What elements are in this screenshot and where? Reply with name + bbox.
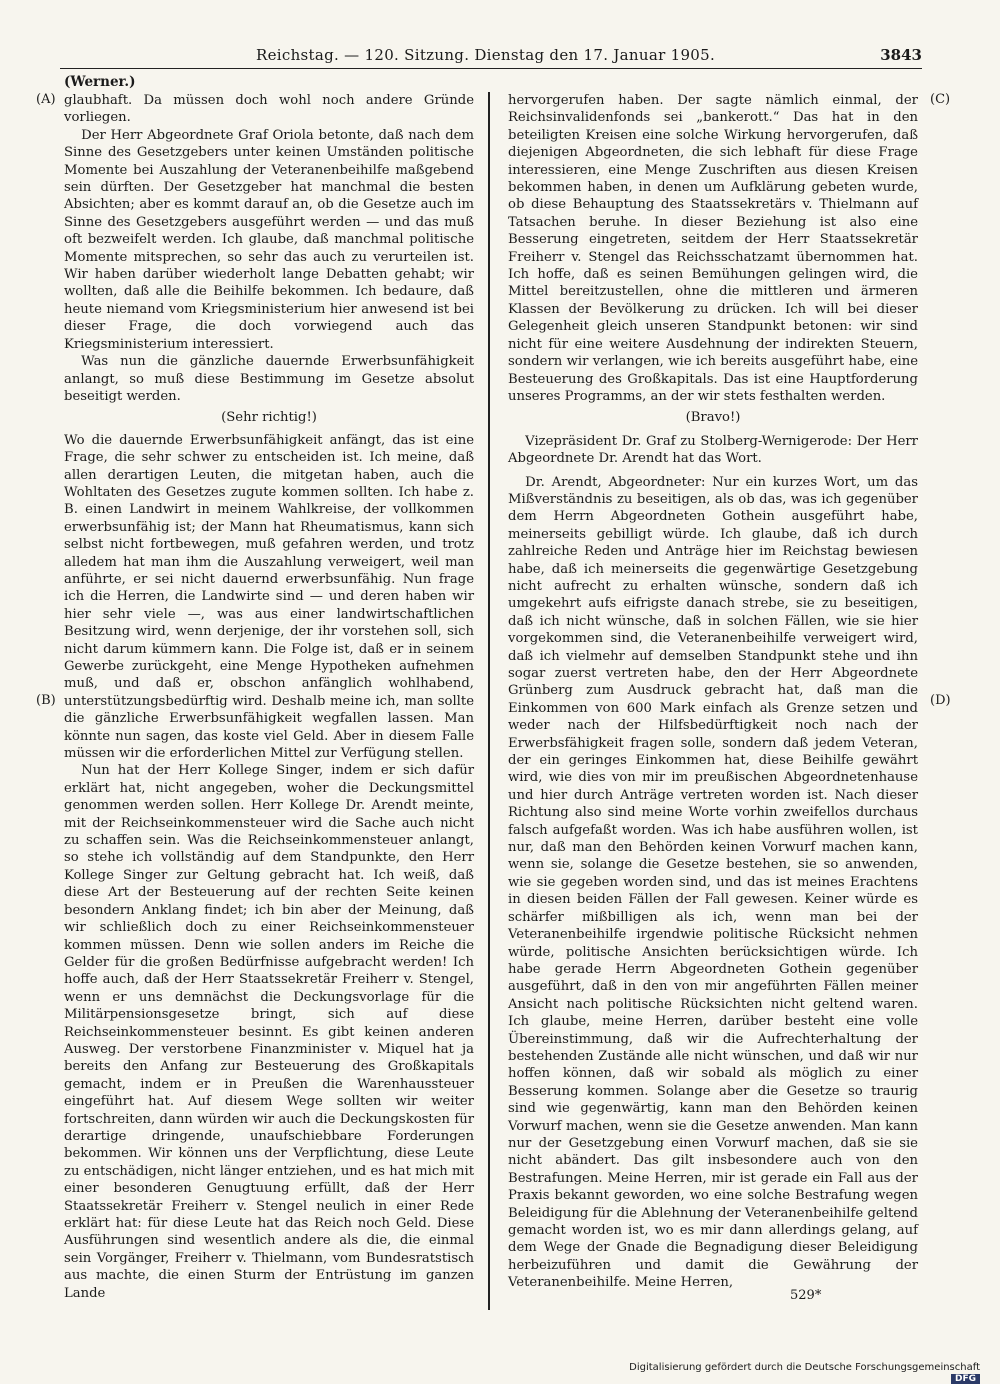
margin-mark-c: (C) — [930, 92, 951, 107]
dfg-logo-icon: DFG — [951, 1374, 980, 1384]
running-title: Reichstag. — 120. Sitzung. Dienstag den 17. Januar 1905. — [256, 46, 716, 64]
paragraph: Vizepräsident Dr. Graf zu Stolberg-Wernigerode: Der Herr Abgeordnete Dr. Arendt hat das Wort. — [508, 433, 918, 467]
paragraph: glaubhaft. Da müssen doch wohl noch andere Gründe vorliegen. — [64, 93, 474, 126]
paragraph: Dr. Arendt, Abgeordneter: Nur ein kurzes Wort, um das Mißverständnis zu beseitigen, als ob das, was ich gegenüber dem Herrn Abgeordneten Gothein ausgeführt habe, meinerseits gebilligt würde. Ich glaube, daß ich durch zahlreiche Reden und Anträge hier im Reichstag bewiesen habe, daß ich meinerseits die gegenwärtige Gesetzgebung nicht aufrecht zu erhalten wünsche, sondern daß ich umgekehrt aufs eifrigste danach strebe, sie zu beseitigen, daß ich nicht wünsche, daß in solchen Fällen, wie sie hier vorgekommen sind, die Veteranenbeihilfe verweigert wird, daß ich vielmehr auf demselben Standpunkt stehe und ihn sogar zuerst vertreten habe, den der Herr Abgeordnete Grünberg zum Ausdruck gebracht hat, daß man die Einkommen von 600 Mark einfach als Grenze setzen und weder nach der Hilfsbedürftigkeit noch nach der Erwerbsfähigkeit fragen solle, sondern daß jedem Veteran, der ein geringes Einkommen hat, diese Beihilfe gewährt wird, wie dies von mir im preußischen Abgeordnetenhause und hier durch Anträge vertreten worden ist. Nach dieser Richtung also sind meine Worte vorhin zweifellos durchaus falsch aufgefaßt worden. Was ich habe ausführen wollen, ist nur, daß man den Behörden keinen Vorwurf machen kann, wenn sie, solange die Gesetze bestehen, sie so anwenden, wie sie gegeben worden sind, und das ist meines Erachtens in diesen beiden Fällen der Fall gewesen. Keiner würde es schärfer mißbilligen als ich, wenn man bei der Veteranenbeihilfe irgendwie politische Rücksicht nehmen würde, politische Ansichten berücksichtigen würde. Ich habe gerade Herrn Abgeordneten Gothein gegenüber ausgeführt, daß in den von mir angeführten Fällen meiner Ansicht nach politische Rücksichten nicht geltend waren. Ich glaube, meine Herren, darüber besteht eine volle Übereinstimmung, daß wir die Aufrechterhaltung der bestehenden Zustände alle nicht wünschen, und daß wir nur hoffen können, daß wir sobald als möglich zu einer Besserung kommen. Solange aber die Gesetze so traurig sind wie gegenwärtig, kann man den Behörden keinen Vorwurf machen, wenn sie die Gesetze anwenden. Man kann nur der Gesetzgebung einen Vorwurf machen, daß sie sie nicht abändert. Das gilt insbesondere auch von den Bestrafungen. Meine Herren, mir ist gerade ein Fall aus der Praxis bekannt geworden, wo eine solche Bestrafung wegen Beleidigung für die Ablehnung der Veteranenbeihilfe geltend gemacht worden ist, wo es mir dann allerdings gelang, auf dem Wege der Gnade die Begnadigung dieser Beleidigung herbeizuführen und damit die Gewährung der Veteranenbeihilfe. Meine Herren, — [508, 474, 918, 1291]
speaker-tag: (Werner.) — [64, 74, 136, 90]
margin-mark-d: (D) — [930, 693, 951, 708]
footer — [600, 1362, 980, 1384]
paragraph: Nun hat der Herr Kollege Singer, indem er sich dafür erklärt hat, nicht angegeben, woher die Deckungsmittel genommen werden sollen. Herr Kollege Dr. Arendt meinte, mit der Reichseinkommensteuer wird die Sache auch nicht zu schaffen sein. Was die Reichseinkommensteuer anlangt, so stehe ich vollständig auf dem Standpunkte, den Herr Kollege Singer zur Geltung gebracht hat. Ich weiß, daß diese Art der Besteuerung auf der rechten Seite keinen besondern Anklang findet; ich bin aber der Meinung, daß wir schließlich doch zu einer Reichseinkommensteuer kommen müssen. Denn wie sollen anders im Reiche die Gelder für die großen Bedürfnisse aufgebracht werden! Ich hoffe auch, daß der Herr Staatssekretär Freiherr v. Stengel, wenn er uns demnächst die Deckungsvorlage für die Militärpensionsgesetze bringt, sich auf diese Reichseinkommensteuer besinnt. Es gibt keinen anderen Ausweg. Der verstorbene Finanzminister v. Miquel hat ja bereits den Anfang zur Besteuerung des Großkapitals gemacht, indem er in Preußen die Warenhaussteuer eingeführt hat. Auf diesem Wege sollten wir weiter fortschreiten, dann würden wir auch die Deckungskosten für derartige dringende, unaufschiebbare Forderungen bekommen. Wir können uns der Verpflichtung, diese Leute zu entschädigen, nicht länger entziehen, und es hat mich mit einer besonderen Genugtuung erfüllt, daß der Herr Staatssekretär Freiherr v. Stengel neulich in einer Rede erklärt hat: für diese Leute hat das Reich noch Geld. Diese Ausführungen sind wesentlich andere als die, die einmal sein Vorgänger, Freiherr v. Thielmann, vom Bundesratstisch aus machte, die einen Sturm der Entrüstung im ganzen Lande — [64, 763, 474, 1301]
margin-mark-a: (A) — [36, 92, 56, 107]
paragraph: Was nun die gänzliche dauernde Erwerbsunfähigkeit anlangt, so muß diese Bestimmung im Gesetze absolut beseitigt werden. — [64, 354, 474, 404]
column-divider — [488, 92, 490, 1310]
paragraph: Der Herr Abgeordnete Graf Oriola betonte, daß nach dem Sinne des Gesetzgebers unter keinen Umständen politische Momente bei Auszahlung der Veteranenbeihilfe maßgebend sein dürften. Der Gesetzgeber hat manchmal die besten Absichten; aber es kommt darauf an, ob die Gesetze auch im Sinne des Gesetzgebers ausgeführt werden — und das muß oft bezweifelt werden. Ich glaube, daß manchmal politische Momente mitsprechen, so sehr das auch zu verurteilen ist. Wir haben darüber wiederholt lange Debatten gehabt; wir wollten, daß alle die Beihilfe bekommen. Ich bedaure, daß heute niemand vom Kriegsministerium hier anwesend ist bei dieser Frage, die doch vorwiegend auch das Kriegsministerium interessiert. — [64, 127, 474, 352]
interjection: (Sehr richtig!) — [221, 410, 317, 426]
paragraph: Wo die dauernde Erwerbsunfähigkeit anfängt, das ist eine Frage, die sehr schwer zu entscheiden ist. Ich meine, daß allen derartigen Leuten, die mitgetan haben, auch die Wohltaten des Gesetzes zugute kommen sollten. Ich habe z. B. einen Landwirt in meinem Wahlkreise, der vollkommen erwerbsunfähig ist; der Mann hat Rheumatismus, kann sich selbst nicht fortbewegen, muß gefahren werden, und trotz alledem hat man ihm die Auszahlung verweigert, weil man anführte, er sei nicht dauernd erwerbsunfähig. Nun frage ich die Herren, die Landwirte sind — und deren haben wir hier sehr viele —, was aus einer landwirtschaftlichen Besitzung wird, wenn derjenige, der ihr vorstehen soll, sich nicht darum kümmern kann. Die Folge ist, daß er in seinem Gewerbe zurückgeht, eine Menge Hypotheken aufnehmen muß, und daß er, obschon anfänglich wohlhabend, unterstützungsbedürftig wird. Deshalb meine ich, man sollte die gänzliche Erwerbsunfähigkeit wegfallen lassen. Man könnte nun sagen, das koste viel Geld. Aber in diesem Falle müssen wir die erforderlichen Mittel zur Verfügung stellen. — [64, 432, 474, 762]
sheet-signature: 529* — [790, 1288, 822, 1303]
paragraph: hervorgerufen haben. Der sagte nämlich einmal, der Reichsinvalidenfonds sei „bankerott.“ Das hat in den beteiligten Kreisen eine solche Wirkung hervorgerufen, daß diejenigen Abgeordneten, die sich lebhaft für diese Frage interessieren, eine Menge Zuschriften aus diesen Kreisen bekommen haben, in denen um Aufklärung gebeten wurde, ob diese Behauptung des Staatssekretärs v. Thielmann auf Tatsachen beruhe. In dieser Beziehung ist also eine Besserung eingetreten, seitdem der Herr Staatssekretär Freiherr v. Stengel das Reichsschatzamt übernommen hat. Ich hoffe, daß es seinen Bemühungen gelingen wird, die Mittel bereitzustellen, ohne die mittleren und ärmeren Klassen der Bevölkerung zu drücken. Ich will bei dieser Gelegenheit gleich unseren Standpunkt betonen: wir sind nicht für eine weitere Ausdehnung der indirekten Steuern, sondern wir verlangen, wie ich bereits ausgeführt habe, eine Besteuerung des Großkapitals. Das ist eine Hauptforderung unseres Programms, an der wir stets festhalten werden. — [508, 93, 918, 404]
footer-text: Digitalisierung gefördert durch die Deutsche Forschungsgemeinschaft — [629, 1362, 980, 1373]
interjection: (Bravo!) — [685, 410, 741, 426]
page-header — [60, 46, 922, 69]
margin-mark-b: (B) — [36, 693, 56, 708]
right-column — [508, 92, 918, 1291]
page-number: 3843 — [880, 46, 922, 64]
left-column — [64, 92, 474, 1312]
